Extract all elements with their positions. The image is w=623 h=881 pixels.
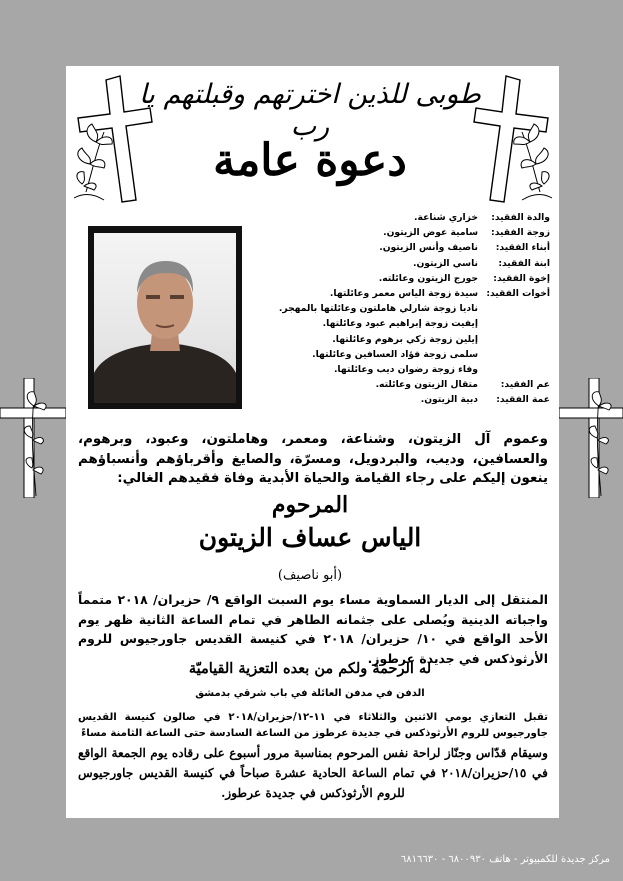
relative-value: جورج الزيتون وعائلته. xyxy=(378,272,478,284)
relative-value: دبية الزيتون. xyxy=(420,394,478,406)
relative-value: إيفيت زوجة إبراهيم عبود وعائلتها. xyxy=(322,318,478,330)
relative-row xyxy=(250,392,550,407)
relative-row xyxy=(250,362,550,377)
relative-row xyxy=(250,256,550,271)
relative-value: ناديا زوجة شارلي هاملتون وعائلتها بالمهجر. xyxy=(278,303,478,315)
relative-row xyxy=(250,332,550,347)
families-paragraph: وعموم آل الزيتون، وشناعة، ومعمر، وهاملتون، وعبود، وبرهوم، والعسافين، وديب، والبردويل، ومسرّة، والصايغ وأقرباؤهم وأنسباؤهم ينعون إليكم على رجاء القيامة والحياة الأبدية وفاة فقيدهم الغالي: xyxy=(78,432,548,486)
relative-row xyxy=(250,301,550,316)
portrait-icon xyxy=(94,233,236,403)
deceased-name: الياس عساف الزيتون xyxy=(198,523,422,552)
relative-row xyxy=(250,225,550,240)
relative-row xyxy=(250,316,550,331)
mass-paragraph: وسيقام قدّاس وجنّاز لراحة نفس المرحوم بمناسبة مرور أسبوع على رقاده يوم الجمعة الواقع في ١٥/حزيران/٢٠١٨ في تمام الساعة الحادية عشرة صباحاً في كنيسة القديس جاورجيوس للروم الأرثوذكس في جديدة عرطوز. xyxy=(78,746,548,800)
relative-value: خزاري شناعة. xyxy=(414,212,478,223)
relative-label: أبناء الفقيد: xyxy=(495,242,550,254)
relative-row xyxy=(250,210,550,225)
mercy-line: له الرحمة ولكم من بعده التعزية القياميّة xyxy=(188,660,432,677)
relative-label: إخوة الفقيد: xyxy=(493,272,550,284)
relative-label: زوجة الفقيد: xyxy=(491,227,550,239)
relative-value: متقال الزيتون وعائلته. xyxy=(375,379,478,391)
side-cross-right-icon xyxy=(559,378,623,498)
relative-row xyxy=(250,377,550,392)
relative-row xyxy=(250,240,550,255)
relative-label: عمة الفقيد: xyxy=(496,394,550,406)
deceased-title: المرحوم xyxy=(271,492,349,518)
deceased-photo xyxy=(94,233,236,403)
relative-label: ابنة الفقيد: xyxy=(498,257,550,269)
relative-value: وفاء زوجة رضوان ديب وعائلتها. xyxy=(333,364,478,375)
footer-credit: مركز جديدة للكمبيوتر - هاتف ٦٨٠٠٩٣٠ - ٦٨١٦٦٣٠ xyxy=(400,854,610,865)
relative-label: والدة الفقيد: xyxy=(491,212,550,223)
relative-row xyxy=(250,347,550,362)
relative-value: إيلين زوجة زكي برهوم وعائلتها. xyxy=(332,333,478,345)
relative-row xyxy=(250,271,550,286)
relative-label: أخوات الفقيد: xyxy=(486,288,550,299)
condolence-paragraph: تقبل التعازي يومي الاثنين والثلاثاء في ١١-١٢/حزيران/٢٠١٨ في صالون كنيسة القديس جاورجيوس للروم الأرثوذكس في جديدة عرطوز من الساعة السادسة حتى الساعة الثامنة مساءً xyxy=(78,712,548,739)
funeral-paragraph: المنتقل إلى الديار السماوية مساء يوم السبت الواقع ٩/ حزيران/ ٢٠١٨ متمماً واجباته الدينية ويُصلى على جثمانه الطاهر في تمام الساعة الثانية ظهر يوم الأحد الواقع في ١٠/ حزيران/ ٢٠١٨ في كنيسة القديس جاورجيوس للروم الأرثوذكس في جديدة عرطوز. xyxy=(78,592,549,666)
relative-value: ناسي الزيتون. xyxy=(412,257,478,269)
header-verse: طوبى للذين اخترتهم وقبلتهم يا رب xyxy=(139,79,481,142)
burial-line: الدفن في مدفن العائلة في باب شرقي بدمشق xyxy=(195,688,425,699)
deceased-nickname: (أبو ناصيف) xyxy=(277,568,343,583)
relative-label: عم الفقيد: xyxy=(500,379,550,391)
relative-value: سيدة زوجة الياس معمر وعائلتها. xyxy=(329,288,478,299)
side-cross-left-icon xyxy=(0,378,66,498)
relative-value: ناصيف وأنس الزيتون. xyxy=(379,242,478,254)
relative-value: سامية عوض الزيتون. xyxy=(383,227,478,239)
relative-value: سلمى زوجة فؤاد العسافين وعائلتها. xyxy=(312,348,478,360)
invitation-title: دعوة عامة xyxy=(213,135,407,186)
relative-row xyxy=(250,286,550,301)
